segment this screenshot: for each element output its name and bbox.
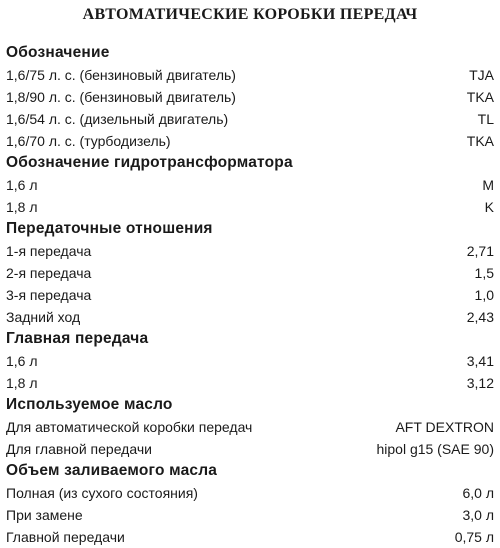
spec-row [6,416,494,438]
spec-row [6,306,494,328]
spec-value: TKA [466,133,494,149]
spec-section [6,394,494,460]
spec-value: 3,12 [466,375,494,391]
section-heading: Обозначение гидротрансформатора [6,154,293,171]
spec-row [6,86,494,108]
spec-row [6,372,494,394]
spec-label: При замене [6,507,83,523]
spec-label: 1,6/54 л. с. (дизельный двигатель) [6,111,229,127]
spec-value: M [482,177,494,193]
spec-section [6,328,494,394]
spec-label: Для автоматической коробки передач [6,419,253,435]
spec-row [6,240,494,262]
spec-row [6,284,494,306]
spec-value: 1,0 [474,287,494,303]
spec-row [6,108,494,130]
spec-row [6,350,494,372]
spec-value: 0,75 л [454,529,494,545]
spec-value: TL [477,111,494,127]
spec-section [6,460,494,548]
spec-label: Для главной передачи [6,441,152,457]
spec-row [6,130,494,152]
spec-label: Полная (из сухого состояния) [6,485,198,501]
spec-value: 3,0 л [462,507,494,523]
spec-label: 1,8 л [6,199,38,215]
spec-row [6,64,494,86]
spec-row [6,196,494,218]
spec-value: 2,43 [466,309,494,325]
spec-row [6,438,494,460]
spec-label: 3-я передача [6,287,92,303]
spec-value: 1,5 [474,265,494,281]
section-heading: Объем заливаемого масла [6,462,218,479]
spec-label: 1,8 л [6,375,38,391]
spec-value: TJA [469,67,494,83]
spec-table [6,42,494,548]
spec-section [6,42,494,152]
spec-label: Задний ход [6,309,81,325]
section-heading: Используемое масло [6,396,173,413]
spec-value: TKA [466,89,494,105]
spec-label: 2-я передача [6,265,92,281]
section-heading: Обозначение [6,44,110,61]
spec-label: 1,6/70 л. с. (турбодизель) [6,133,171,149]
spec-row [6,482,494,504]
spec-value: 3,41 [466,353,494,369]
spec-label: 1,8/90 л. с. (бензиновый двигатель) [6,89,236,105]
page-title: АВТОМАТИЧЕСКИЕ КОРОБКИ ПЕРЕДАЧ [82,6,418,23]
section-heading: Главная передача [6,330,149,347]
spec-value: 6,0 л [462,485,494,501]
spec-value: K [484,199,494,215]
spec-row [6,526,494,548]
spec-value: hipol g15 (SAE 90) [376,441,494,457]
spec-value: AFT DEXTRON [395,419,494,435]
spec-row [6,174,494,196]
spec-label: 1,6 л [6,177,38,193]
spec-section [6,152,494,218]
section-heading: Передаточные отношения [6,220,213,237]
spec-label: 1,6 л [6,353,38,369]
spec-section [6,218,494,328]
spec-row [6,504,494,526]
spec-row [6,262,494,284]
spec-value: 2,71 [466,243,494,259]
spec-label: Главной передачи [6,529,125,545]
spec-label: 1-я передача [6,243,92,259]
spec-label: 1,6/75 л. с. (бензиновый двигатель) [6,67,236,83]
